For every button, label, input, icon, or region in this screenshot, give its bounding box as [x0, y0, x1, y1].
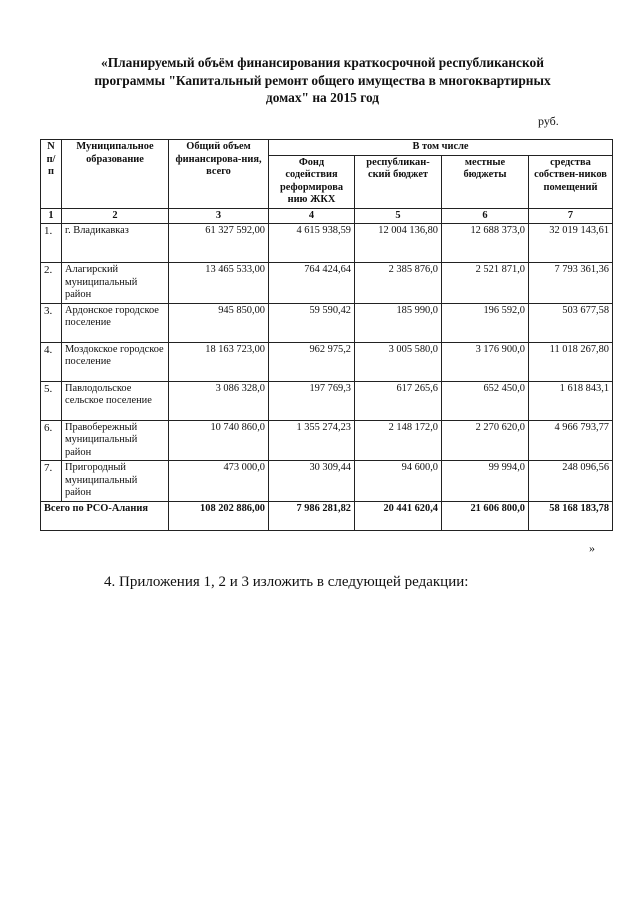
fund-value: 59 590,42 [269, 303, 355, 342]
owners-value: 4 966 793,77 [529, 420, 613, 461]
column-number: 5 [355, 208, 442, 224]
municipality-name: Алагирский муниципальный район [62, 263, 169, 304]
fund-value: 764 424,64 [269, 263, 355, 304]
row-number: 6. [41, 420, 62, 461]
local-value: 652 450,0 [442, 381, 529, 420]
total-value: 10 740 860,0 [169, 420, 269, 461]
row-number: 2. [41, 263, 62, 304]
column-number: 7 [529, 208, 613, 224]
fund-value: 1 355 274,23 [269, 420, 355, 461]
paragraph-text: 4. Приложения 1, 2 и 3 изложить в следующей редакции: [104, 574, 469, 590]
local-value: 2 521 871,0 [442, 263, 529, 304]
municipality-name: Ардонское городское поселение [62, 303, 169, 342]
total-value: 473 000,0 [169, 461, 269, 502]
total-owners: 58 168 183,78 [529, 501, 613, 530]
fund-value: 197 769,3 [269, 381, 355, 420]
total-fund: 7 986 281,82 [269, 501, 355, 530]
republic-value: 2 148 172,0 [355, 420, 442, 461]
title-line-1: «Планируемый объём финансирования краткосрочной республиканской [101, 55, 544, 70]
owners-value: 11 018 267,80 [529, 342, 613, 381]
municipality-name: Пригородный муниципальный район [62, 461, 169, 502]
row-number: 3. [41, 303, 62, 342]
column-number: 4 [269, 208, 355, 224]
owners-value: 1 618 843,1 [529, 381, 613, 420]
republic-value: 2 385 876,0 [355, 263, 442, 304]
column-number: 6 [442, 208, 529, 224]
municipality-name: Павлодольское сельское поселение [62, 381, 169, 420]
total-sum: 108 202 886,00 [169, 501, 269, 530]
header-row-1 [41, 140, 613, 156]
row-number: 5. [41, 381, 62, 420]
total-row [41, 501, 613, 530]
fund-value: 962 975,2 [269, 342, 355, 381]
republic-value: 617 265,6 [355, 381, 442, 420]
column-number: 2 [62, 208, 169, 224]
total-label: Всего по РСО-Алания [41, 501, 169, 530]
municipality-name: г. Владикавказ [62, 224, 169, 263]
owners-value: 503 677,58 [529, 303, 613, 342]
column-number: 3 [169, 208, 269, 224]
owners-value: 32 019 143,61 [529, 224, 613, 263]
table-row [41, 342, 613, 381]
local-value: 99 994,0 [442, 461, 529, 502]
total-value: 3 086 328,0 [169, 381, 269, 420]
municipality-name: Правобережный муниципальный район [62, 420, 169, 461]
table-row [41, 461, 613, 502]
owners-value: 248 096,56 [529, 461, 613, 502]
table-row [41, 381, 613, 420]
table-row [41, 303, 613, 342]
row-number: 4. [41, 342, 62, 381]
header-fund: Фонд содействия реформирова нию ЖКХ [269, 155, 355, 208]
table-row [41, 263, 613, 304]
document-title [60, 54, 585, 107]
title-line-3: домах" на 2015 год [265, 90, 380, 105]
fund-value: 4 615 938,59 [269, 224, 355, 263]
total-value: 61 327 592,00 [169, 224, 269, 263]
title-line-2: программы "Капитальный ремонт общего имущества в многоквартирных [94, 72, 551, 88]
header-republic: республикан-ский бюджет [355, 155, 442, 208]
total-value: 945 850,00 [169, 303, 269, 342]
republic-value: 3 005 580,0 [355, 342, 442, 381]
local-value: 196 592,0 [442, 303, 529, 342]
header-including: В том числе [269, 140, 613, 156]
municipality-name: Моздокское городское поселение [62, 342, 169, 381]
financing-table [40, 139, 613, 531]
total-value: 13 465 533,00 [169, 263, 269, 304]
table-row [41, 420, 613, 461]
republic-value: 12 004 136,80 [355, 224, 442, 263]
local-value: 2 270 620,0 [442, 420, 529, 461]
local-value: 12 688 373,0 [442, 224, 529, 263]
table-row [41, 224, 613, 263]
row-number: 7. [41, 461, 62, 502]
row-number: 1. [41, 224, 62, 263]
currency-label: руб. [538, 114, 559, 128]
owners-value: 7 793 361,36 [529, 263, 613, 304]
total-local: 21 606 800,0 [442, 501, 529, 530]
total-republic: 20 441 620,4 [355, 501, 442, 530]
column-number-row [41, 208, 613, 224]
column-number: 1 [41, 208, 62, 224]
fund-value: 30 309,44 [269, 461, 355, 502]
header-total: Общий объем финансирова-ния, всего [169, 140, 269, 209]
header-local: местные бюджеты [442, 155, 529, 208]
header-municipality: Муниципальное образование [62, 140, 169, 209]
closing-quote: » [589, 541, 595, 555]
republic-value: 185 990,0 [355, 303, 442, 342]
republic-value: 94 600,0 [355, 461, 442, 502]
total-value: 18 163 723,00 [169, 342, 269, 381]
header-owners: средства собствен-ников помещений [529, 155, 613, 208]
local-value: 3 176 900,0 [442, 342, 529, 381]
header-num: N п/ п [41, 140, 62, 209]
